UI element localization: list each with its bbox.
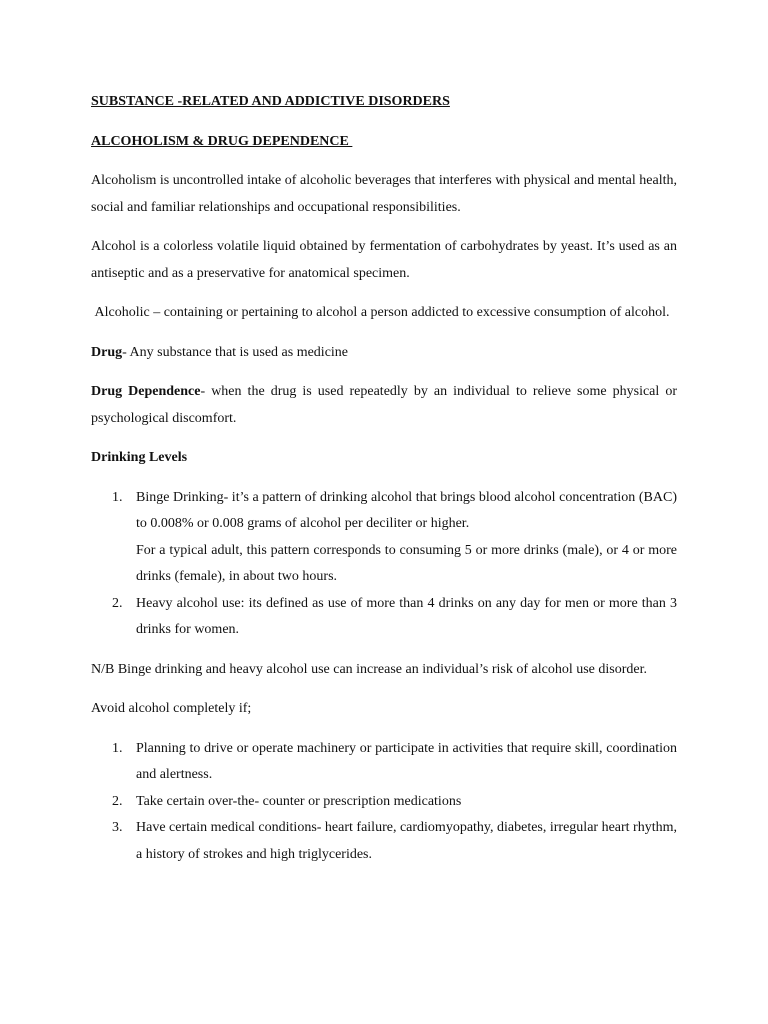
list-item [91,591,677,644]
drinking-levels-list [91,485,677,644]
drug-definition [91,340,677,367]
drug-term: Drug [91,344,123,360]
list-item [91,485,677,591]
drug-dependence-definition [91,379,677,432]
document-title: SUBSTANCE -RELATED AND ADDICTIVE DISORDERS [91,94,450,109]
drug-dependence-term: Drug Dependence [91,384,201,399]
section-title: ALCOHOLISM & DRUG DEPENDENCE [91,133,353,149]
list-item-text: Planning to drive or operate machinery or participate in activities that require skill, coordination and alertness. [136,740,677,782]
list-item-number: 2. [112,793,123,809]
list-item-text: Take certain over-the- counter or prescription medications [136,793,462,809]
list-item-text: Have certain medical conditions- heart failure, cardiomyopathy, diabetes, irregular heart rhythm, a history of strokes and high triglycerides. [136,820,677,862]
list-item [91,736,677,789]
alcoholism-paragraph: Alcoholism is uncontrolled intake of alcoholic beverages that interferes with physical and mental health, social and familiar relationships and occupational responsibilities. [91,173,677,215]
alcohol-paragraph: Alcohol is a colorless volatile liquid obtained by fermentation of carbohydrates by yeast. It’s used as an antiseptic and as a preservative for anatomical specimen. [91,239,677,281]
list-item-text: Binge Drinking- it’s a pattern of drinking alcohol that brings blood alcohol concentration (BAC) to 0.008% or 0.008 grams of alcohol per deciliter or higher. [136,489,677,531]
list-item-number: 3. [112,820,123,835]
avoid-intro: Avoid alcohol completely if; [91,701,252,716]
drinking-levels-heading: Drinking Levels [91,450,188,465]
avoid-list [91,736,677,869]
list-item-text: Heavy alcohol use: its defined as use of more than 4 drinks on any day for men or more than 3 drinks for women. [136,595,677,637]
alcoholic-paragraph: Alcoholic – containing or pertaining to alcohol a person addicted to excessive consumption of alcohol. [91,305,670,320]
drug-dependence-text: - when the drug is used repeatedly by an individual to relieve some physical or psychological discomfort. [91,384,677,426]
list-item-continuation: For a typical adult, this pattern corresponds to consuming 5 or more drinks (male), or 4 or more drinks (female), in about two hours. [136,542,677,584]
list-item-number: 1. [112,489,123,505]
document-body [91,89,677,881]
list-item-number: 2. [112,595,123,611]
list-item [91,815,677,868]
list-item [91,789,677,816]
drug-text: - Any substance that is used as medicine [122,344,349,360]
list-item-number: 1. [112,740,123,756]
note-paragraph: N/B Binge drinking and heavy alcohol use can increase an individual’s risk of alcohol use disorder. [91,661,647,677]
